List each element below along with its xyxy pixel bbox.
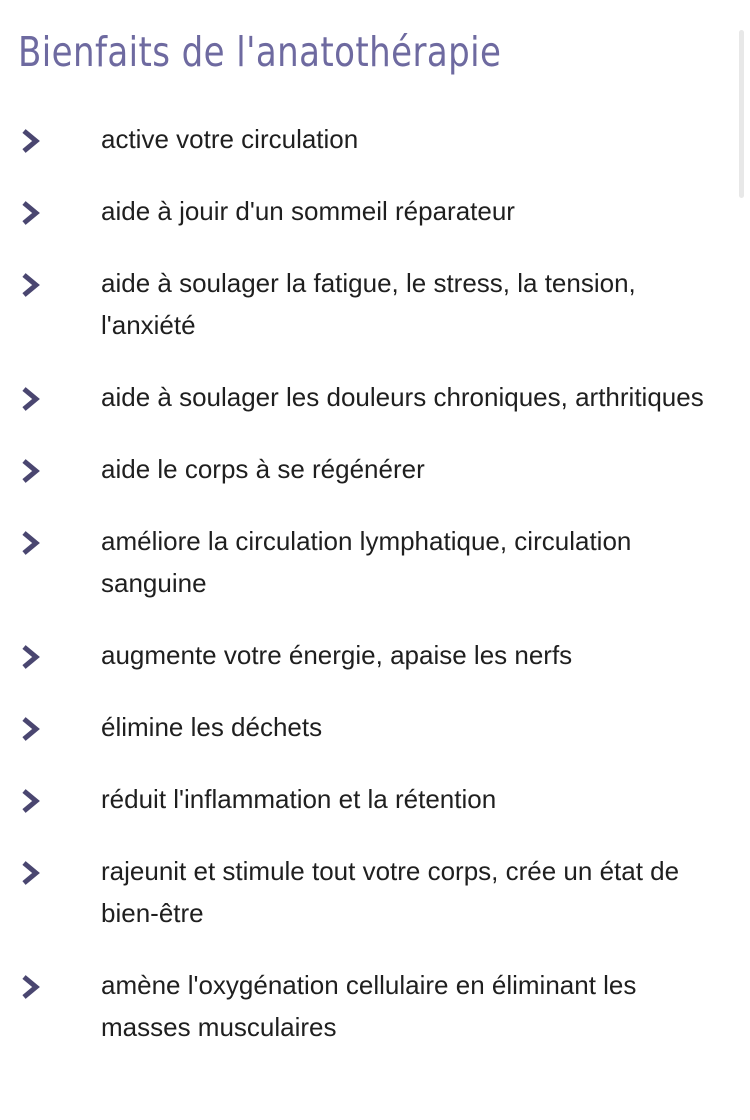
- chevron-right-icon: [20, 200, 42, 226]
- benefit-text: active votre circulation: [101, 124, 359, 154]
- benefit-text: aide le corps à se régénérer: [101, 454, 425, 484]
- chevron-right-icon: [20, 458, 42, 484]
- list-item: [0, 964, 750, 1048]
- benefit-text: aide à soulager les douleurs chroniques, arthritiques: [101, 382, 704, 412]
- benefits-list: [0, 118, 750, 1078]
- page-title: Bienfaits de l'anatothérapie: [18, 28, 502, 76]
- benefit-text: aide à soulager la fatigue, le stress, la tension, l'anxiété: [101, 268, 636, 340]
- chevron-right-icon: [20, 860, 42, 886]
- chevron-right-icon: [20, 974, 42, 1000]
- benefit-text: élimine les déchets: [101, 712, 323, 742]
- list-item: [0, 376, 750, 418]
- chevron-right-icon: [20, 128, 42, 154]
- benefit-text: amène l'oxygénation cellulaire en éliminant les masses musculaires: [101, 970, 637, 1042]
- chevron-right-icon: [20, 386, 42, 412]
- list-item: [0, 118, 750, 160]
- benefit-text: améliore la circulation lymphatique, circulation sanguine: [101, 526, 632, 598]
- benefit-text: réduit l'inflammation et la rétention: [101, 784, 497, 814]
- list-item: [0, 262, 750, 346]
- list-item: [0, 778, 750, 820]
- benefit-text: aide à jouir d'un sommeil réparateur: [101, 196, 515, 226]
- list-item: [0, 634, 750, 676]
- scrollbar[interactable]: [739, 30, 744, 198]
- chevron-right-icon: [20, 272, 42, 298]
- list-item: [0, 706, 750, 748]
- benefit-text: augmente votre énergie, apaise les nerfs: [101, 640, 573, 670]
- list-item: [0, 520, 750, 604]
- chevron-right-icon: [20, 788, 42, 814]
- benefit-text: rajeunit et stimule tout votre corps, crée un état de bien-être: [101, 856, 680, 928]
- list-item: [0, 850, 750, 934]
- list-item: [0, 448, 750, 490]
- chevron-right-icon: [20, 716, 42, 742]
- chevron-right-icon: [20, 530, 42, 556]
- chevron-right-icon: [20, 644, 42, 670]
- list-item: [0, 190, 750, 232]
